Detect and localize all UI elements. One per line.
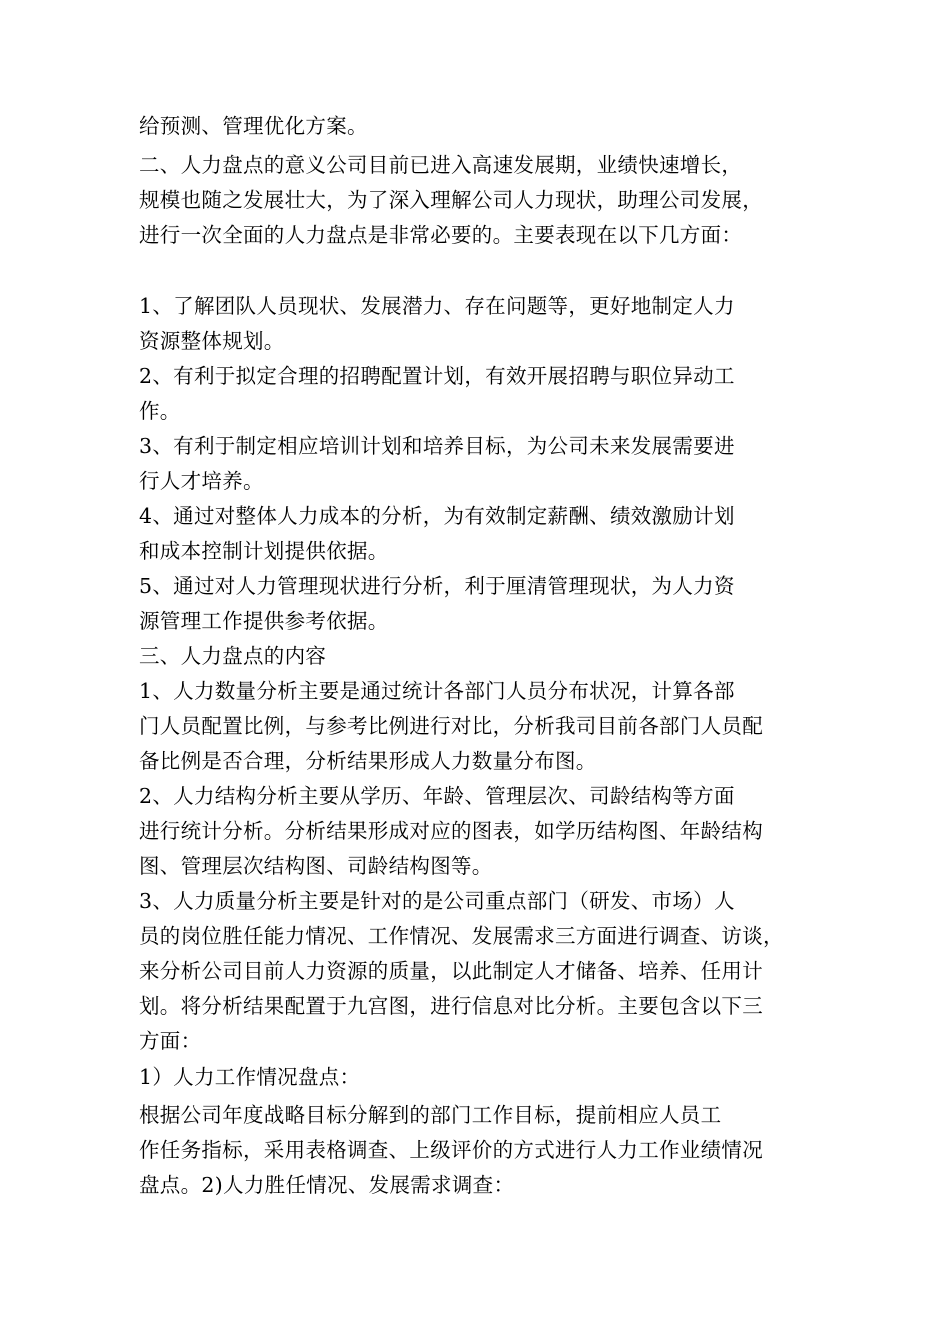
text-line: 进行一次全面的人力盘点是非常必要的。主要表现在以下几方面： — [139, 223, 743, 247]
text-line: 备比例是否合理，分析结果形成人力数量分布图。 — [139, 749, 597, 773]
text-line: 作。 — [139, 399, 181, 423]
text-line: 3、人力质量分析主要是针对的是公司重点部门（研发、市场）人 — [139, 889, 735, 913]
text-line: 1、了解团队人员现状、发展潜力、存在问题等，更好地制定人力 — [139, 294, 735, 318]
text-line: 盘点。2)人力胜任情况、发展需求调查： — [139, 1173, 515, 1197]
text-line: 来分析公司目前人力资源的质量，以此制定人才储备、培养、任用计 — [139, 959, 763, 983]
text-line: 员的岗位胜任能力情况、工作情况、发展需求三方面进行调查、访谈， — [139, 924, 784, 948]
text-line: 划。将分析结果配置于九宫图，进行信息对比分析。主要包含以下三 — [139, 994, 763, 1018]
text-line: 进行统计分析。分析结果形成对应的图表，如学历结构图、年龄结构 — [139, 819, 763, 843]
text-line: 4、通过对整体人力成本的分析，为有效制定薪酬、绩效激励计划 — [139, 504, 735, 528]
text-line: 给预测、管理优化方案。 — [139, 114, 368, 138]
text-line: 5、通过对人力管理现状进行分析，利于厘清管理现状，为人力资 — [139, 574, 735, 598]
text-line: 图、管理层次结构图、司龄结构图等。 — [139, 854, 493, 878]
section-heading: 三、人力盘点的内容 — [139, 644, 327, 668]
text-line: 2、有利于拟定合理的招聘配置计划，有效开展招聘与职位异动工 — [139, 364, 735, 388]
text-line: 二、人力盘点的意义公司目前已进入高速发展期，业绩快速增长， — [139, 153, 743, 177]
text-line: 2、人力结构分析主要从学历、年龄、管理层次、司龄结构等方面 — [139, 784, 735, 808]
subheading: 1）人力工作情况盘点： — [139, 1065, 361, 1089]
text-line: 规模也随之发展壮大，为了深入理解公司人力现状，助理公司发展， — [139, 188, 763, 212]
text-line: 门人员配置比例，与参考比例进行对比，分析我司目前各部门人员配 — [139, 714, 763, 738]
text-line: 和成本控制计划提供依据。 — [139, 539, 389, 563]
text-line: 方面： — [139, 1029, 202, 1053]
text-line: 根据公司年度战略目标分解到的部门工作目标，提前相应人员工 — [139, 1103, 722, 1127]
text-line: 作任务指标，采用表格调查、上级评价的方式进行人力工作业绩情况 — [139, 1138, 763, 1162]
text-line: 源管理工作提供参考依据。 — [139, 609, 389, 633]
text-line: 资源整体规划。 — [139, 329, 285, 353]
text-line: 1、人力数量分析主要是通过统计各部门人员分布状况，计算各部 — [139, 679, 735, 703]
text-line: 行人才培养。 — [139, 469, 264, 493]
text-line: 3、有利于制定相应培训计划和培养目标，为公司未来发展需要进 — [139, 434, 735, 458]
